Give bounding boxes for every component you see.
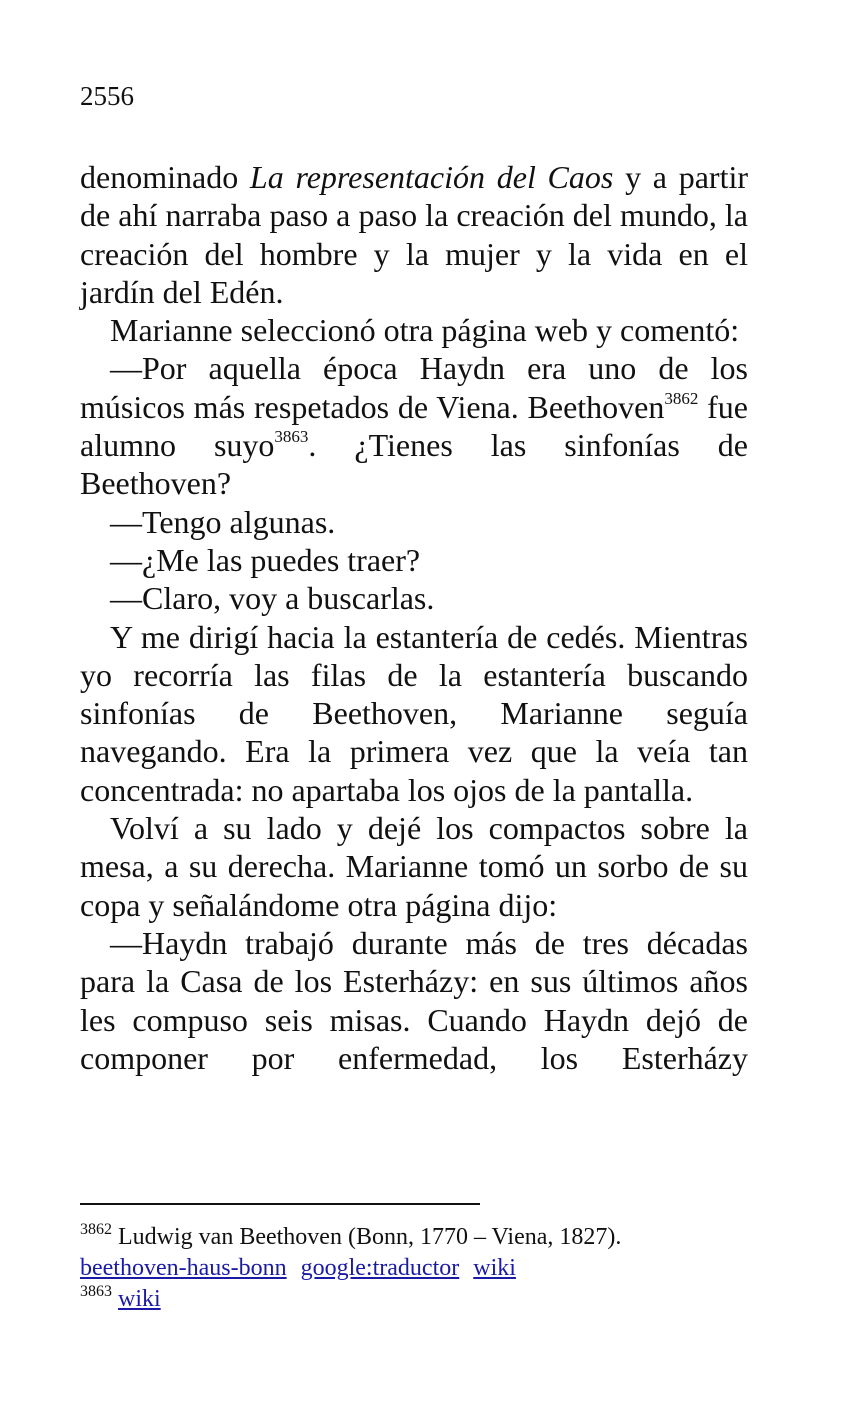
paragraph-5: —¿Me las puedes traer? <box>110 541 421 578</box>
footnote-divider <box>80 1203 480 1205</box>
work-title: La representación del Caos <box>249 159 614 195</box>
link-wiki-3862[interactable]: wiki <box>473 1255 516 1281</box>
paragraph-2: Marianne seleccionó otra página web y comentó: <box>110 312 740 349</box>
paragraph-6: —Claro, voy a buscarlas. <box>110 580 435 617</box>
paragraph-9: —Haydn trabajó durante más de tres décadas para la Casa de los Esterházy: en sus últimos años les compuso seis misas. Cuando Haydn dejó de componer por enfermedad, los Esterházy <box>80 924 748 1076</box>
footnote-number: 3863 <box>80 1283 112 1300</box>
link-beethoven-haus-bonn[interactable]: beethoven-haus-bonn <box>80 1255 287 1281</box>
body-text <box>80 158 748 1077</box>
footnotes <box>80 1222 780 1315</box>
footnote-number: 3862 <box>80 1221 112 1238</box>
footnote-text: Ludwig van Beethoven (Bonn, 1770 – Viena, 1827). <box>112 1224 622 1250</box>
paragraph-8: Volví a su lado y dejé los compactos sobre la mesa, a su derecha. Marianne tomó un sorbo de su copa y señalándome otra página dijo: <box>80 810 748 923</box>
paragraph-3-part-b: fue alumno suyo <box>80 388 748 464</box>
footnote-3863 <box>80 1284 780 1315</box>
paragraph-1-intro: denominado <box>80 159 250 195</box>
link-wiki-3863[interactable]: wiki <box>118 1286 161 1312</box>
paragraph-3-part-c: . ¿Tienes las sinfonías de Beethoven? <box>80 427 749 502</box>
paragraph-3-part-a: —Por aquella época Haydn era uno de los músicos más respetados de Viena. Beethoven <box>80 350 748 425</box>
paragraph-1-rest: y a partir de ahí narraba paso a paso la creación del mundo, la creación del hombre y la mujer y la vida en el jardín del Edén. <box>80 159 749 310</box>
page-number: 2556 <box>80 81 134 111</box>
paragraph-4: —Tengo algunas. <box>110 503 336 540</box>
footnote-3862-links <box>80 1253 780 1284</box>
link-google-traductor[interactable]: google:traductor <box>300 1255 460 1281</box>
paragraph-7: Y me dirigí hacia la estantería de cedés. Mientras yo recorría las filas de la estantería buscando sinfonías de Beethoven, Marianne seguía navegando. Era la primera vez que la veía tan concentrada: no apartaba los ojos de la pantalla. <box>80 618 748 808</box>
paragraph-3 <box>80 349 748 502</box>
footnote-ref-3863[interactable]: 3863 <box>274 427 309 447</box>
footnote-3862 <box>80 1222 780 1253</box>
paragraph-1 <box>80 158 748 311</box>
footnote-ref-3862[interactable]: 3862 <box>664 388 699 408</box>
